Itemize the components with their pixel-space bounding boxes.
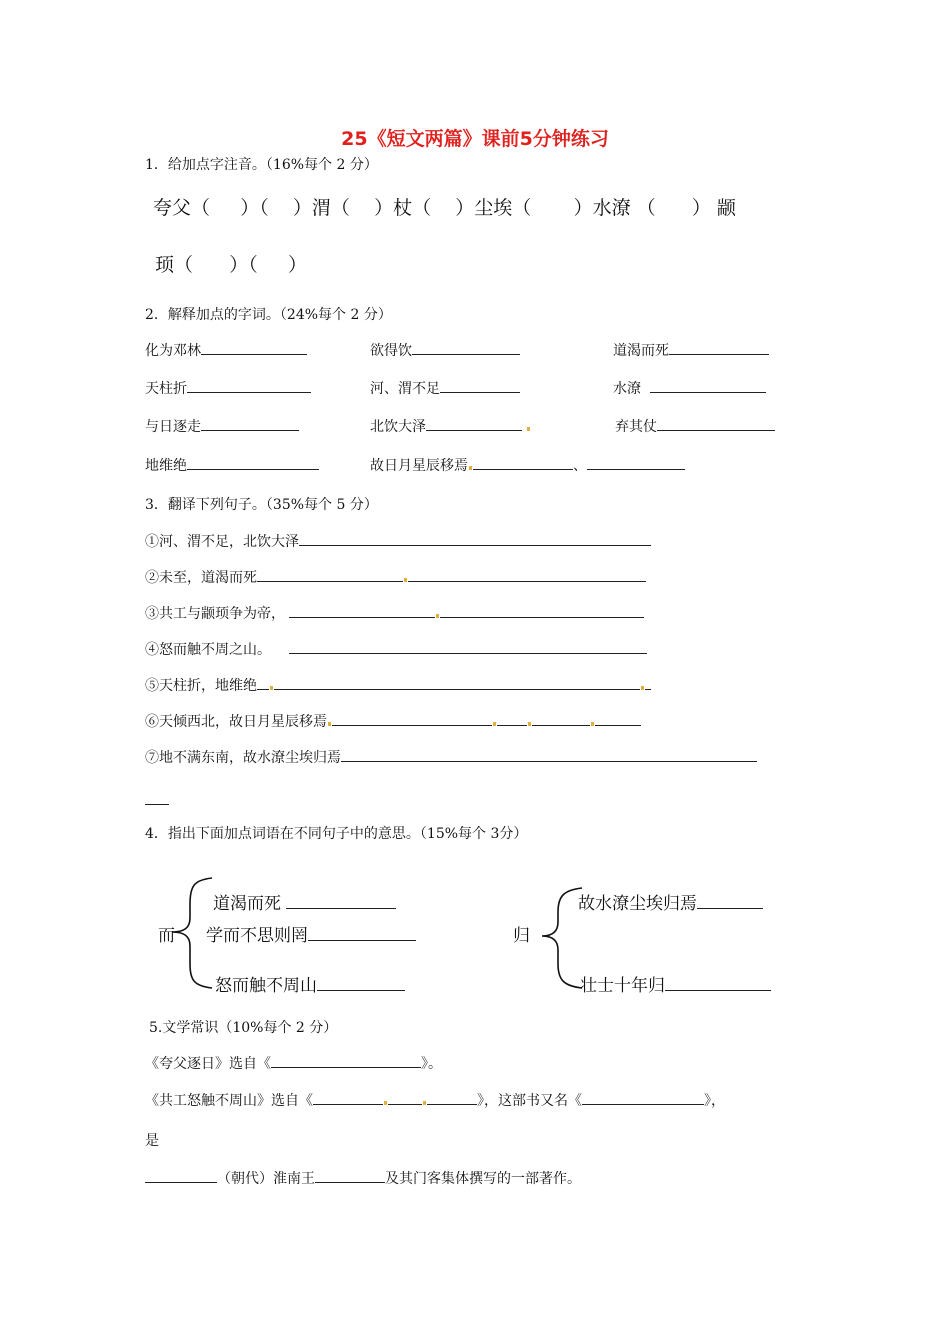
q2-item-text: 水潦	[613, 381, 641, 397]
q3-item	[145, 567, 646, 587]
answer-blank[interactable]	[257, 567, 403, 582]
answer-blank[interactable]	[187, 378, 311, 393]
answer-blank[interactable]	[532, 711, 590, 726]
q1-item: 顼（	[155, 254, 194, 276]
answer-blank[interactable]	[315, 1168, 385, 1183]
q1-item: ）	[287, 254, 307, 276]
answer-blank[interactable]	[341, 747, 757, 762]
q2-item	[145, 340, 307, 360]
brace-char-right: 归	[513, 926, 530, 946]
answer-blank[interactable]	[201, 416, 299, 431]
q1-item: ）尘埃（	[455, 197, 532, 219]
q2-item	[145, 416, 299, 436]
q5-text: 《夸父逐日》选自《	[145, 1056, 271, 1072]
answer-blank[interactable]	[650, 378, 766, 393]
q5-text: 》，这部书又名《	[477, 1093, 582, 1109]
q1-item: ） 颛	[691, 197, 736, 219]
q5-text: 》，	[704, 1093, 725, 1109]
answer-blank[interactable]	[440, 603, 644, 618]
q2-item-text: 地维绝	[145, 458, 187, 474]
q1-item: ）（	[240, 197, 269, 219]
q1-heading: 1．给加点字注音。（16%每个 2 分）	[145, 157, 378, 173]
answer-blank[interactable]	[145, 1168, 217, 1183]
q2-item-text: 欲得饮	[370, 343, 412, 359]
q2-item-text: 故日月星辰移焉	[370, 458, 468, 474]
q4-right-item	[578, 889, 763, 914]
q2-item-text: 道渴而死	[613, 343, 669, 359]
highlight-mark	[384, 1101, 387, 1105]
brace-char-left: 而	[158, 926, 175, 946]
answer-blank[interactable]	[587, 455, 685, 470]
q3-item	[145, 747, 757, 767]
answer-blank[interactable]	[274, 675, 640, 690]
q2-item-text: 与日逐走	[145, 419, 201, 435]
q4-left-item	[215, 971, 405, 996]
page-title: 25《短文两篇》课前5分钟练习	[341, 128, 609, 150]
answer-blank[interactable]	[473, 455, 573, 470]
q3-item	[145, 675, 651, 695]
q3-item-text: ④怒而触不周之山。	[145, 642, 271, 658]
q2-item	[613, 340, 769, 360]
q4-item-text: 故水潦尘埃归焉	[578, 894, 697, 914]
answer-blank[interactable]	[187, 455, 319, 470]
q4-heading: 4．指出下面加点词语在不同句子中的意思。（15%每个 3分）	[145, 826, 528, 842]
answer-blank[interactable]	[299, 531, 651, 546]
highlight-mark	[423, 1101, 426, 1105]
q5-text: 《共工怒触不周山》选自《	[145, 1093, 313, 1109]
q3-heading: 3．翻译下列句子。（35%每个 5 分）	[145, 497, 378, 513]
q1-item: ）杖（	[374, 197, 432, 219]
q1-line2	[155, 250, 307, 277]
q2-item-text: 天柱折	[145, 381, 187, 397]
q3-item-text: ②未至，道渴而死	[145, 570, 257, 586]
q1-line1	[153, 193, 736, 220]
q5-line4	[145, 1168, 581, 1188]
q2-heading: 2．解释加点的字词。（24%每个 2 分）	[145, 307, 392, 323]
highlight-mark	[591, 722, 594, 726]
q2-item-text: 弃其仗	[615, 419, 657, 435]
q3-item-text: ①河、渭不足，北饮大泽	[145, 534, 299, 550]
answer-blank[interactable]	[317, 976, 405, 991]
q2-item	[370, 340, 520, 360]
q4-item-text: 壮士十年归	[580, 976, 665, 996]
highlight-mark	[527, 427, 530, 431]
answer-blank[interactable]	[388, 1090, 422, 1105]
answer-blank[interactable]	[332, 711, 492, 726]
q2-item	[370, 455, 685, 475]
highlight-mark	[641, 686, 644, 690]
q5-text: 及其门客集体撰写的一部著作。	[385, 1171, 581, 1187]
answer-blank[interactable]	[645, 675, 651, 690]
q3-item	[145, 603, 644, 623]
q1-item: ）渭（	[292, 197, 350, 219]
answer-blank[interactable]	[595, 711, 641, 726]
q3-item-continuation	[145, 790, 169, 809]
q4-item-text: 学而不思则罔	[206, 926, 308, 946]
answer-blank[interactable]	[669, 340, 769, 355]
q4-right-item	[580, 971, 771, 996]
q3-item-text: ⑦地不满东南，故水潦尘埃归焉	[145, 750, 341, 766]
answer-blank[interactable]	[145, 790, 169, 805]
answer-blank[interactable]	[286, 894, 396, 909]
answer-blank[interactable]	[271, 1053, 421, 1068]
q2-item-text: 河、渭不足	[370, 381, 440, 397]
q2-item	[615, 416, 775, 436]
q5-line2	[145, 1090, 725, 1110]
q2-item	[145, 455, 319, 475]
q2-item	[613, 378, 766, 398]
q4-item-text: 道渴而死	[213, 894, 281, 914]
q2-separator: 、	[573, 458, 587, 474]
answer-blank[interactable]	[289, 639, 647, 654]
q4-left-item	[213, 889, 396, 914]
highlight-mark	[528, 722, 531, 726]
answer-blank[interactable]	[201, 340, 307, 355]
q5-heading: 5.文学常识（10%每个 2 分）	[149, 1020, 338, 1036]
q1-item: ）水潦 （	[573, 197, 656, 219]
highlight-mark	[328, 722, 331, 726]
answer-blank[interactable]	[412, 340, 520, 355]
answer-blank[interactable]	[308, 926, 416, 941]
highlight-mark	[469, 466, 472, 470]
answer-blank[interactable]	[427, 1090, 477, 1105]
q3-item-text: ⑥天倾西北，故日月星辰移焉	[145, 714, 327, 730]
answer-blank[interactable]	[665, 976, 771, 991]
q1-item: ）（	[229, 254, 258, 276]
answer-blank[interactable]	[313, 1090, 383, 1105]
q2-item-text: 化为邓林	[145, 343, 201, 359]
answer-blank[interactable]	[426, 416, 522, 431]
q2-item	[145, 378, 311, 398]
answer-blank[interactable]	[657, 416, 775, 431]
highlight-mark	[493, 722, 496, 726]
q1-item: 夸父（	[153, 197, 211, 219]
answer-blank[interactable]	[408, 567, 646, 582]
answer-blank[interactable]	[289, 603, 435, 618]
highlight-mark	[404, 578, 407, 582]
q3-item-text: ③共工与颛顼争为帝，	[145, 606, 285, 622]
answer-blank[interactable]	[497, 711, 527, 726]
highlight-mark	[270, 686, 273, 690]
answer-blank[interactable]	[582, 1090, 704, 1105]
q3-item	[145, 531, 651, 551]
q2-item-text: 北饮大泽	[370, 419, 426, 435]
highlight-mark	[436, 614, 439, 618]
q5-text: 》。	[421, 1056, 442, 1072]
q5-line1	[145, 1053, 442, 1073]
answer-blank[interactable]	[697, 894, 763, 909]
answer-blank[interactable]	[440, 378, 520, 393]
q2-item	[370, 378, 520, 398]
q4-left-item	[206, 921, 416, 946]
q5-text: （朝代）淮南王	[217, 1171, 315, 1187]
answer-blank[interactable]	[257, 675, 269, 690]
q2-item	[370, 416, 531, 436]
q3-item	[145, 711, 641, 731]
q3-item-text: ⑤天柱折，地维绝	[145, 678, 257, 694]
q4-item-text: 怒而触不周山	[215, 976, 317, 996]
q5-line3: 是	[145, 1133, 159, 1149]
q3-item	[145, 639, 647, 659]
